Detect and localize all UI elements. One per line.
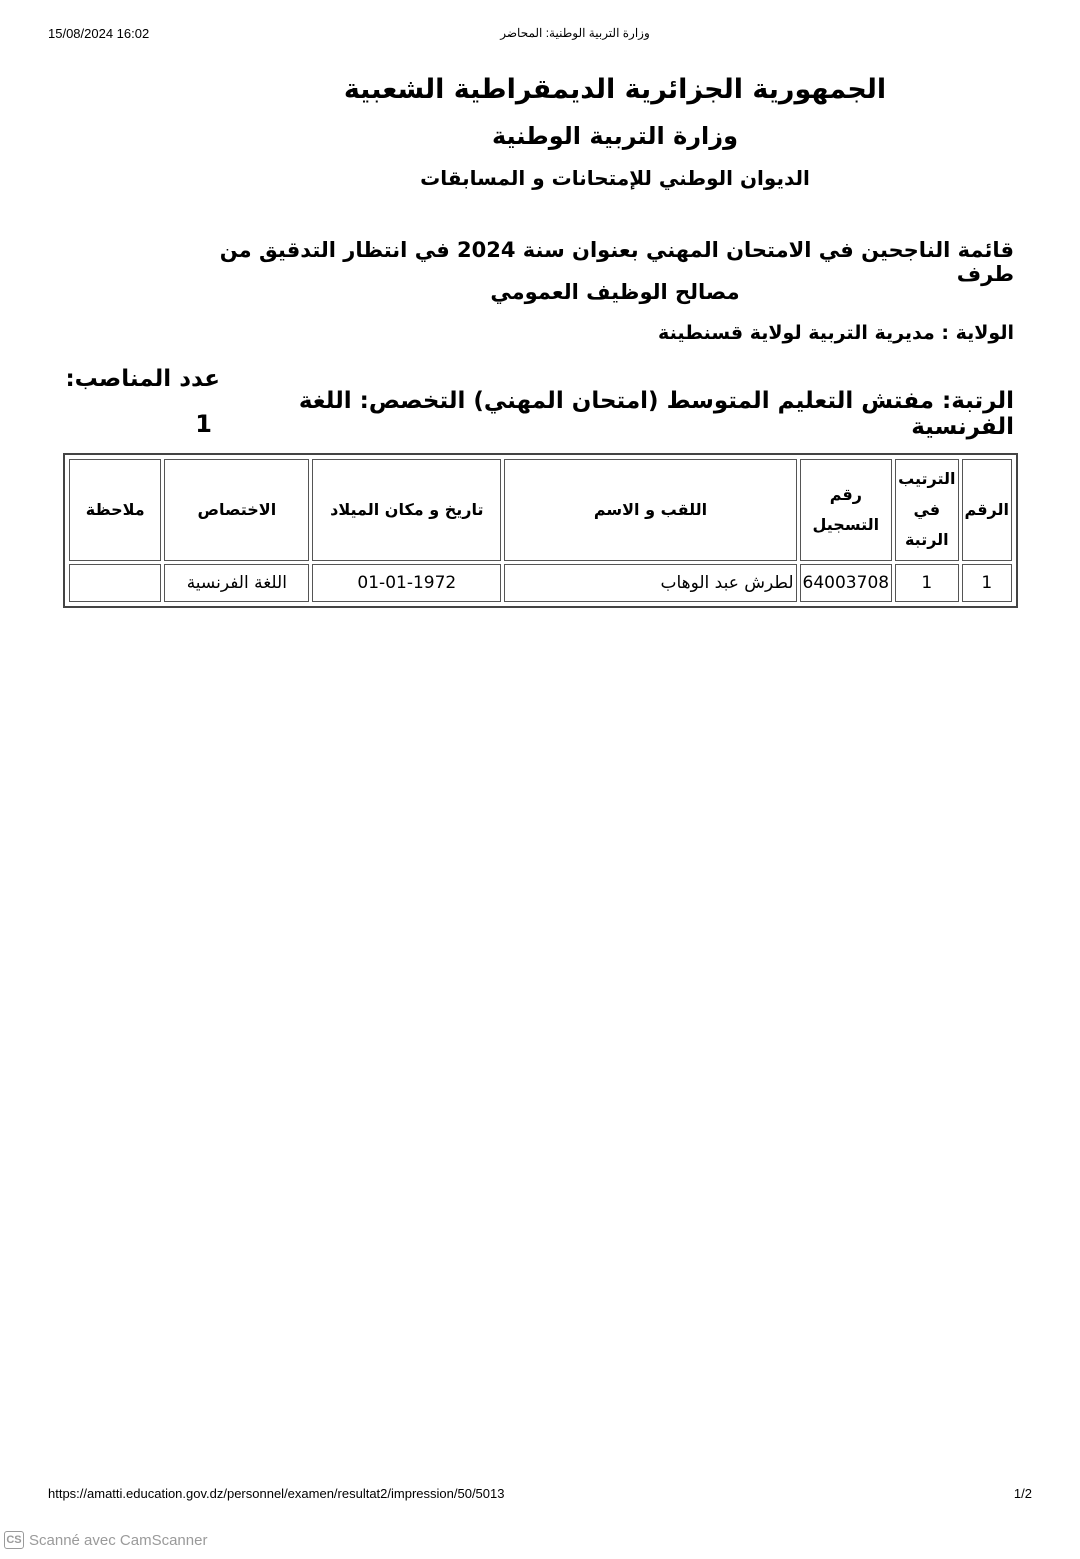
cell-registration: 64003708 (800, 564, 893, 602)
scanner-watermark (4, 1531, 207, 1549)
cell-specialty: اللغة الفرنسية (164, 564, 309, 602)
cell-name: لطرش عبد الوهاب (504, 564, 796, 602)
results-table (66, 456, 1015, 605)
results-table-frame (63, 453, 1018, 608)
header-specialty: الاختصاص (164, 459, 309, 561)
republic-heading: الجمهورية الجزائرية الديمقراطية الشعبية (343, 74, 887, 105)
camscanner-logo-icon: CS (4, 1531, 24, 1549)
header-registration: رقم التسجيل (800, 459, 893, 561)
list-title-line-1: قائمة الناجحين في الامتحان المهني بعنوان سنة 2024 في انتظار التدقيق من طرف (219, 238, 1014, 286)
header-note: ملاحظة (69, 459, 161, 561)
posts-count-label: عدد المناصب: (65, 366, 220, 392)
header-birth: تاريخ و مكان الميلاد (312, 459, 501, 561)
header-name: اللقب و الاسم (504, 459, 796, 561)
wilaya-line: الولاية : مديرية التربية لولاية قسنطينة (658, 322, 1014, 344)
header-number: الرقم (962, 459, 1012, 561)
exams-office-heading: الديوان الوطني للإمتحانات و المسابقات (420, 166, 810, 190)
print-page-number: 1/2 (1013, 1486, 1032, 1501)
posts-count-value: 1 (195, 410, 212, 438)
header-rank-order: الترتيب في الرتبة (895, 459, 958, 561)
print-datetime: 15/08/2024 16:02 (48, 26, 150, 41)
print-page-title: وزارة التربية الوطنية: المحاضر (500, 26, 650, 40)
cell-note (69, 564, 161, 602)
scanner-watermark-text: Scanné avec CamScanner (29, 1531, 208, 1549)
ministry-heading: وزارة التربية الوطنية (491, 122, 739, 150)
cell-rank-order: 1 (895, 564, 958, 602)
list-title-line-2: مصالح الوظيف العمومي (490, 280, 740, 304)
cell-number: 1 (962, 564, 1012, 602)
print-footer-url: https://amatti.education.gov.dz/personnel/examen/resultat2/impression/50/5013 (48, 1486, 505, 1501)
table-row (69, 564, 1012, 602)
rank-specialty-line: الرتبة: مفتش التعليم المتوسط (امتحان المهني) التخصص: اللغة الفرنسية (298, 388, 1014, 440)
table-header-row (69, 459, 1012, 561)
cell-birth: 01-01-1972 (312, 564, 501, 602)
